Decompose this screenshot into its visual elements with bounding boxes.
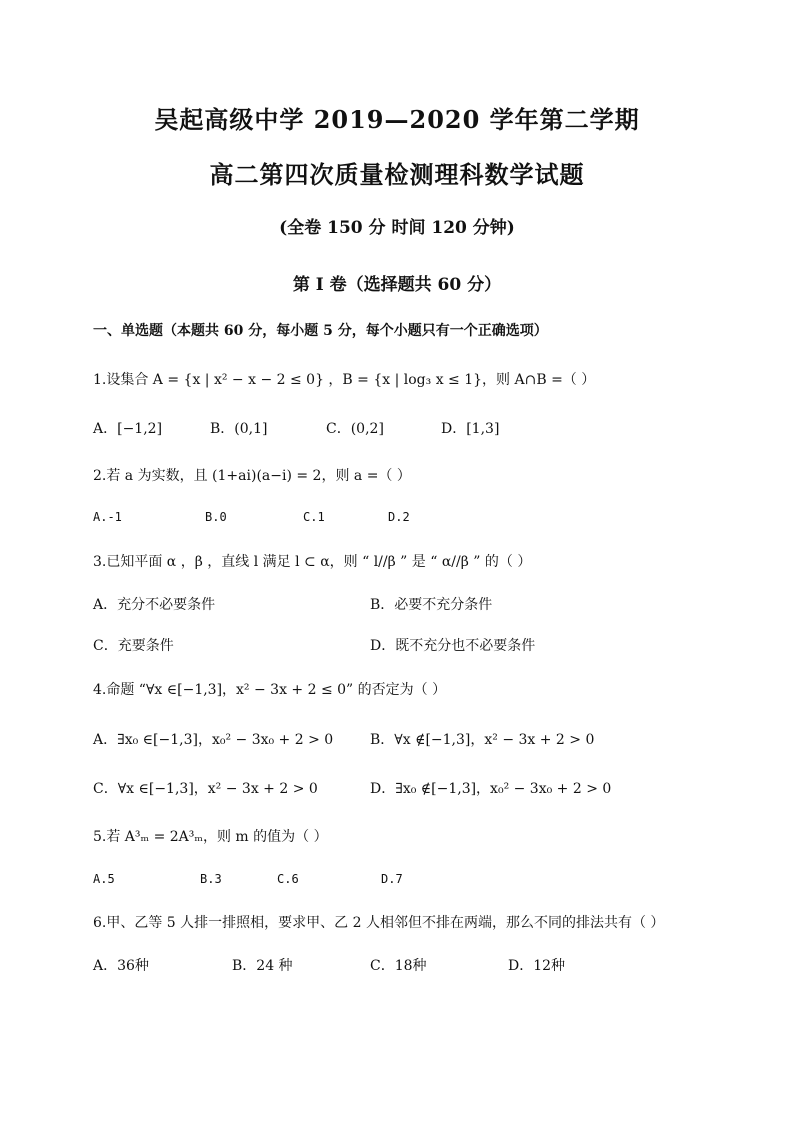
q5-option-d: D.7: [381, 872, 403, 886]
q2-option-a: A.-1: [93, 510, 122, 524]
question-3: 3.已知平面 α ，β ，直线 l 满足 l ⊂ α，则 “ l//β ” 是 “ α//β ” 的（ ）: [93, 554, 532, 570]
q5-option-b: B.3: [200, 872, 222, 886]
exam-subtitle: 高二第四次质量检测理科数学试题: [209, 160, 585, 189]
question-2: 2.若 a 为实数，且 (1+ai)(a−i) = 2，则 a =（ ）: [93, 468, 411, 484]
q4-option-a: A．∃x₀ ∈[−1,3]，x₀² − 3x₀ + 2 > 0: [93, 732, 334, 748]
q6-option-b: B．24 种: [232, 958, 293, 974]
question-6: 6.甲、乙等 5 人排一排照相，要求甲、乙 2 人相邻但不排在两端，那么不同的排法共有（ ）: [93, 915, 665, 931]
q3-option-b: B．必要不充分条件: [370, 597, 493, 613]
question-5: 5.若 A³ₘ = 2A³ₘ，则 m 的值为（ ）: [93, 829, 328, 845]
q3-option-a: A．充分不必要条件: [93, 597, 216, 613]
q2-option-c: C.1: [303, 510, 325, 524]
question-4: 4.命题 “∀x ∈[−1,3]，x² − 3x + 2 ≤ 0” 的否定为（ ）: [93, 682, 447, 698]
q4-option-c: C．∀x ∈[−1,3]，x² − 3x + 2 > 0: [93, 781, 318, 797]
q6-option-c: C．18种: [370, 958, 427, 974]
q6-option-d: D．12种: [508, 958, 566, 974]
exam-info: (全卷 150 分 时间 120 分钟): [279, 218, 515, 238]
section-heading: 一、单选题（本题共 60 分，每小题 5 分，每个小题只有一个正确选项）: [93, 323, 548, 339]
q4-option-b: B．∀x ∉[−1,3]，x² − 3x + 2 > 0: [370, 732, 595, 748]
q6-option-a: A．36种: [93, 958, 149, 974]
q1-option-d: D．[1,3]: [441, 421, 500, 437]
q1-option-a: A．[−1,2]: [93, 421, 163, 437]
q2-option-b: B.0: [205, 510, 227, 524]
part-heading: 第 I 卷（选择题共 60 分）: [292, 275, 502, 295]
q5-option-c: C.6: [277, 872, 299, 886]
q2-option-d: D.2: [388, 510, 410, 524]
q5-option-a: A.5: [93, 872, 115, 886]
question-1: 1.设集合 A = {x | x² − x − 2 ≤ 0} ，B = {x | log₃ x ≤ 1}，则 A∩B =（ ）: [93, 372, 596, 388]
q3-option-d: D．既不充分也不必要条件: [370, 638, 536, 654]
exam-title: 吴起高级中学 2019—2020 学年第二学期: [154, 105, 640, 134]
q3-option-c: C．充要条件: [93, 638, 174, 654]
q1-option-c: C．(0,2]: [326, 421, 384, 437]
q1-option-b: B．(0,1]: [210, 421, 268, 437]
q4-option-d: D．∃x₀ ∉[−1,3]，x₀² − 3x₀ + 2 > 0: [370, 781, 612, 797]
